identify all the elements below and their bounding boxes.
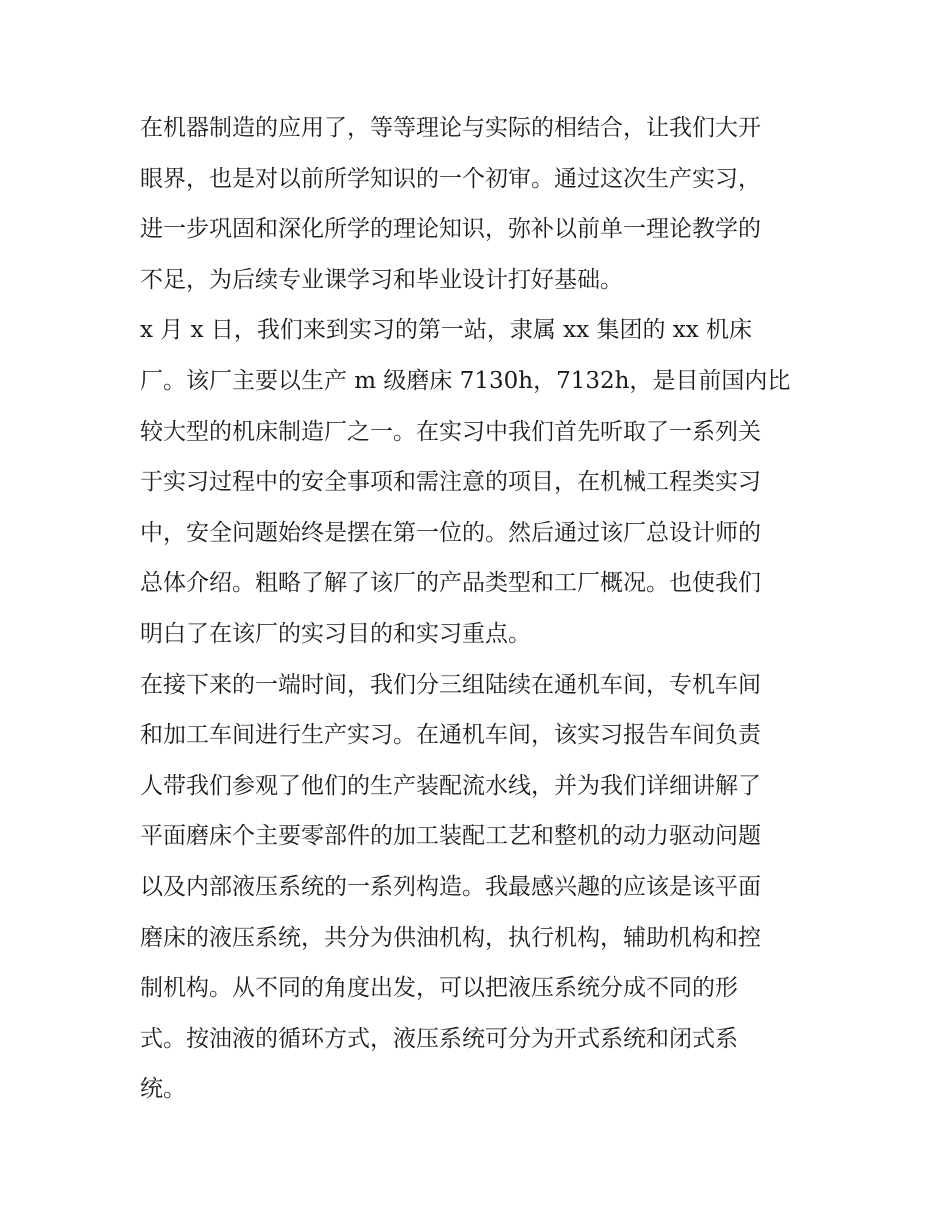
text-line: 人带我们参观了他们的生产装配流水线，并为我们详细讲解了 xyxy=(140,772,761,799)
text-line: 于实习过程中的安全事项和需注意的项目，在机械工程类实习 xyxy=(140,469,761,496)
text-line: 进一步巩固和深化所学的理论知识，弥补以前单一理论教学的 xyxy=(140,216,761,243)
text-line: 平面磨床个主要零部件的加工装配工艺和整机的动力驱动问题 xyxy=(140,823,761,850)
text-line: 制机构。从不同的角度出发，可以把液压系统分成不同的形 xyxy=(140,975,738,1002)
body-text xyxy=(140,103,820,1115)
text-line: 在机器制造的应用了，等等理论与实际的相结合，让我们大开 xyxy=(140,115,761,141)
text-line: 中，安全问题始终是摆在第一位的。然后通过该厂总设计师的 xyxy=(140,519,761,546)
text-line: x 月 x 日，我们来到实习的第一站，隶属 xx 集团的 xx 机床 xyxy=(140,317,753,344)
text-line: 统。 xyxy=(140,1076,186,1103)
text-line: 磨床的液压系统，共分为供油机构，执行机构，辅助机构和控 xyxy=(140,924,761,951)
text-line: 明白了在该厂的实习目的和实习重点。 xyxy=(140,620,531,647)
text-line: 式。按油液的循环方式，液压系统可分为开式系统和闭式系 xyxy=(140,1025,738,1052)
text-line: 厂。该厂主要以生产 m 级磨床 7130h，7132h，是目前国内比 xyxy=(140,367,791,394)
text-line: 眼界，也是对以前所学知识的一个初审。通过这次生产实习， xyxy=(140,165,761,192)
text-line: 和加工车间进行生产实习。在通机车间，该实习报告车间负责 xyxy=(140,722,761,749)
text-line: 在接下来的一端时间，我们分三组陆续在通机车间，专机车间 xyxy=(140,671,761,698)
paragraph-3 xyxy=(140,660,820,1115)
paragraph-1 xyxy=(140,103,820,305)
text-line: 总体介绍。粗略了解了该厂的产品类型和工厂概况。也使我们 xyxy=(140,570,761,597)
text-line: 不足，为后续专业课学习和毕业设计打好基础。 xyxy=(140,266,623,293)
text-line: 以及内部液压系统的一系列构造。我最感兴趣的应该是该平面 xyxy=(140,873,761,900)
paragraph-2 xyxy=(140,305,820,659)
text-line: 较大型的机床制造厂之一。在实习中我们首先听取了一系列关 xyxy=(140,418,761,445)
